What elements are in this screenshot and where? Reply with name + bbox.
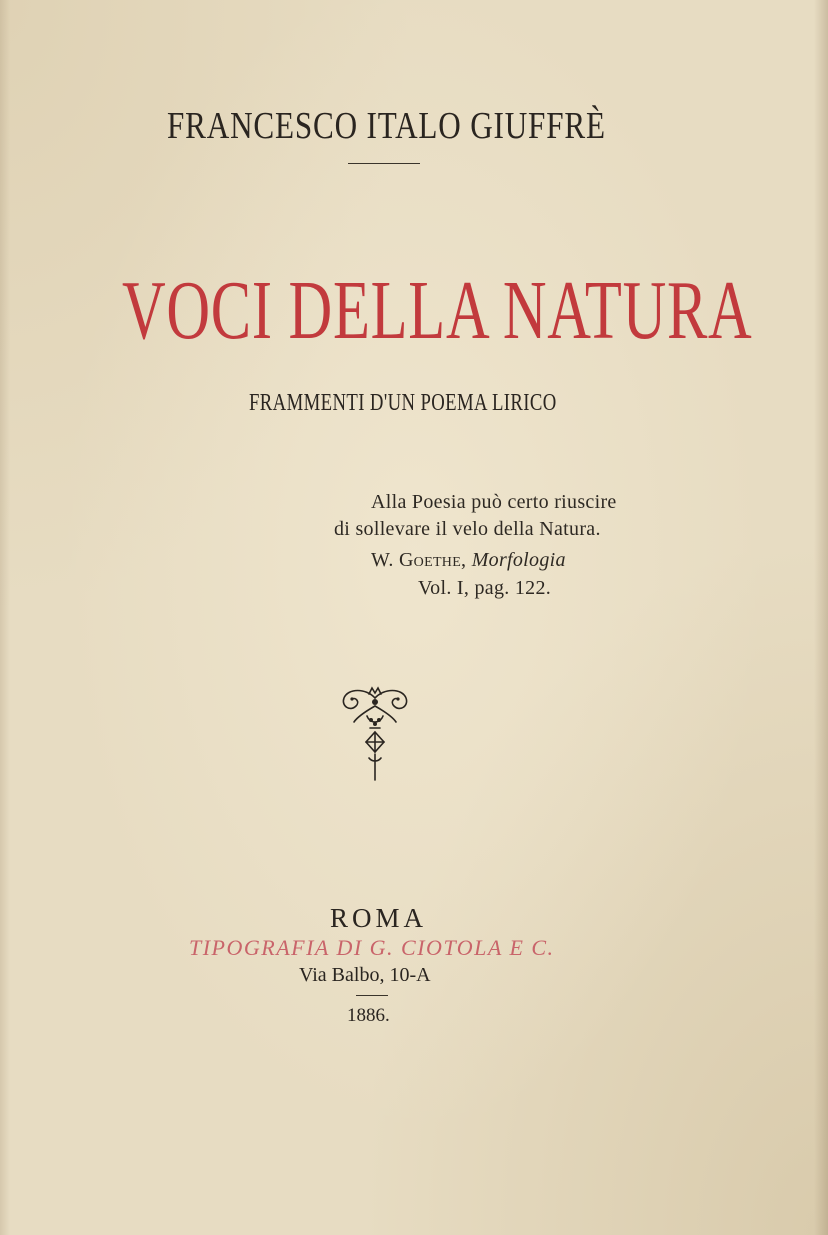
- epigraph-reference: Vol. I, pag. 122.: [418, 577, 552, 599]
- epigraph-line-2: di sollevare il velo della Natura.: [334, 518, 601, 540]
- book-title: VOCI DELLA NATURA: [122, 264, 753, 357]
- imprint-address: Via Balbo, 10-A: [299, 964, 431, 986]
- fleuron-ornament-icon: [336, 684, 414, 784]
- author-divider: [348, 163, 420, 164]
- page-edge-left: [0, 0, 10, 1235]
- epigraph-work: Morfologia: [471, 549, 566, 571]
- imprint-printer: TIPOGRAFIA DI G. CIOTOLA E C.: [189, 935, 555, 960]
- imprint-year: 1886.: [347, 1005, 390, 1026]
- epigraph-attribution: [371, 549, 566, 572]
- imprint-city: ROMA: [330, 903, 428, 933]
- author-name: FRANCESCO ITALO GIUFFRÈ: [167, 105, 606, 147]
- epigraph-line-1: Alla Poesia può certo riuscire: [371, 491, 617, 513]
- epigraph-author: W. Goethe,: [371, 549, 467, 571]
- book-subtitle: FRAMMENTI D'UN POEMA LIRICO: [249, 390, 557, 416]
- page-edge-right: [814, 0, 828, 1235]
- imprint-divider: [356, 995, 388, 996]
